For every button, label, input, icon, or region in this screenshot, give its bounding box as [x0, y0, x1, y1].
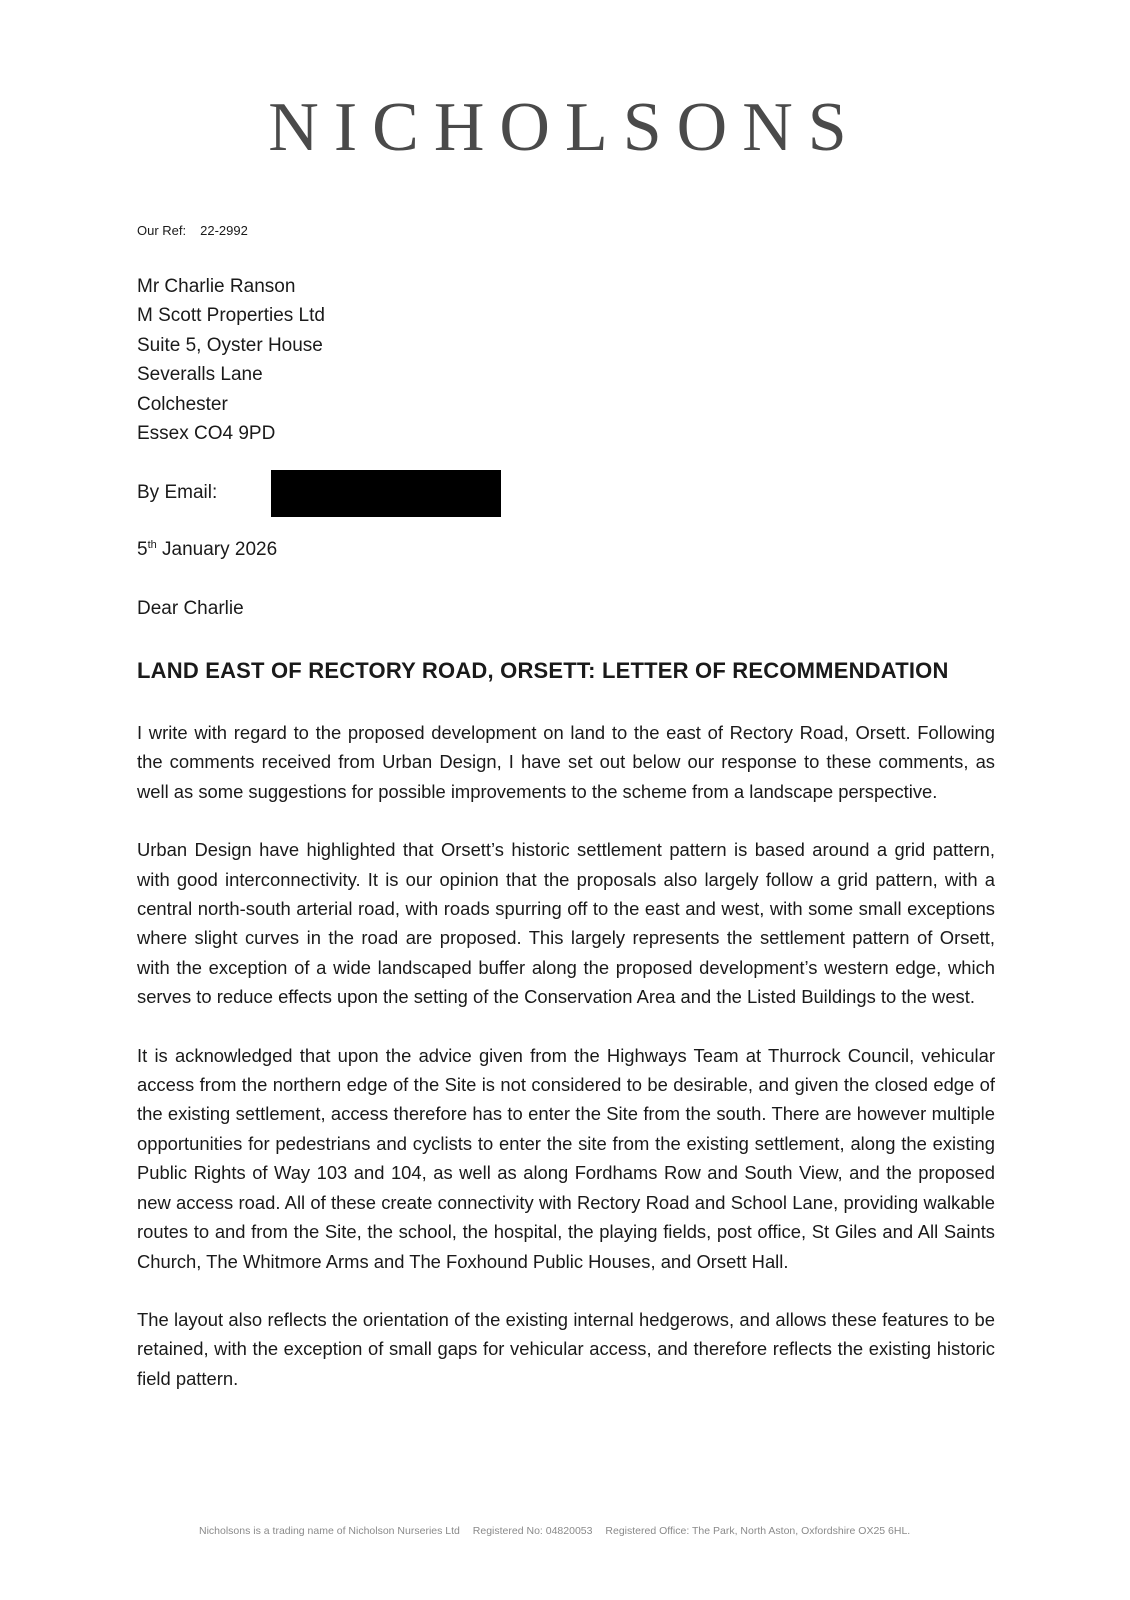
recipient-address [137, 272, 325, 448]
recipient-address-line-1: Suite 5, Oyster House [137, 334, 323, 356]
date-day: 5 [137, 539, 148, 560]
recipient-town: Colchester [137, 393, 228, 415]
date-suffix: th [147, 539, 157, 551]
our-reference [137, 223, 248, 239]
body-paragraph: Urban Design have highlighted that Orsett’s historic settlement pattern is based around a grid pattern, with good interconnectivity. It is our opinion that the proposals also largely follow a grid pattern, with a central north-south arterial road, with roads spurring off to the east and west, with some small exceptions where slight curves in the road are proposed. This largely represents the settlement pattern of Orsett, with the exception of a wide landscaped buffer along the proposed development’s western edge, which serves to reduce effects upon the setting of the Conservation Area and the Listed Buildings to the west. [137, 839, 995, 1008]
salutation: Dear Charlie [137, 598, 244, 619]
letter-body [137, 718, 995, 1422]
recipient-name: Mr Charlie Ranson [137, 276, 296, 297]
body-paragraph: It is acknowledged that upon the advice given from the Highways Team at Thurrock Council, vehicular access from the northern edge of the Site is not considered to be desirable, and given the closed edge of the existing settlement, access therefore has to enter the Site from the south. There are however multiple opportunities for pedestrians and cyclists to enter the site from the existing settlement, along the existing Public Rights of Way 103 and 104, as well as along Fordhams Row and South View, and the proposed new access road. All of these create connectivity with Rectory Road and School Lane, providing walkable routes to and from the Site, the school, the hospital, the playing fields, post office, St Giles and All Saints Church, The Whitmore Arms and The Foxhound Public Houses, and Orsett Hall. [137, 1044, 995, 1272]
reference-label: Our Ref: [137, 223, 187, 238]
redacted-email-block [271, 470, 501, 517]
recipient-address-line-2: Severalls Lane [137, 364, 263, 386]
email-label: By Email: [137, 482, 218, 503]
body-paragraph: I write with regard to the proposed development on land to the east of Rectory Road, Orsett. Following the comments received from Urban Design, I have set out below our response to these comments, as well as some suggestions for possible improvements to the scheme from a landscape perspective. [137, 722, 995, 802]
recipient-company: M Scott Properties Ltd [137, 305, 325, 327]
footer-trading-name: Nicholsons is a trading name of Nicholson Nurseries Ltd [199, 1525, 460, 1537]
body-paragraph: The layout also reflects the orientation of the existing internal hedgerows, and allows these features to be retained, with the exception of small gaps for vehicular access, and therefore reflects the existing historic field pattern. [137, 1308, 995, 1389]
company-logo: NICHOLSONS [268, 89, 862, 166]
letter-date [137, 537, 277, 563]
date-rest: January 2026 [156, 539, 278, 560]
letter-heading: LAND EAST OF RECTORY ROAD, ORSETT: LETTER OF RECOMMENDATION [137, 658, 949, 683]
page-footer [199, 1524, 1019, 1538]
email-row [137, 470, 637, 518]
footer-registered-number: Registered No: 04820053 [472, 1525, 593, 1537]
recipient-county-postcode: Essex CO4 9PD [137, 423, 276, 445]
reference-value: 22-2992 [200, 223, 248, 238]
footer-registered-office: Registered Office: The Park, North Aston, Oxfordshire OX25 6HL. [605, 1525, 911, 1537]
